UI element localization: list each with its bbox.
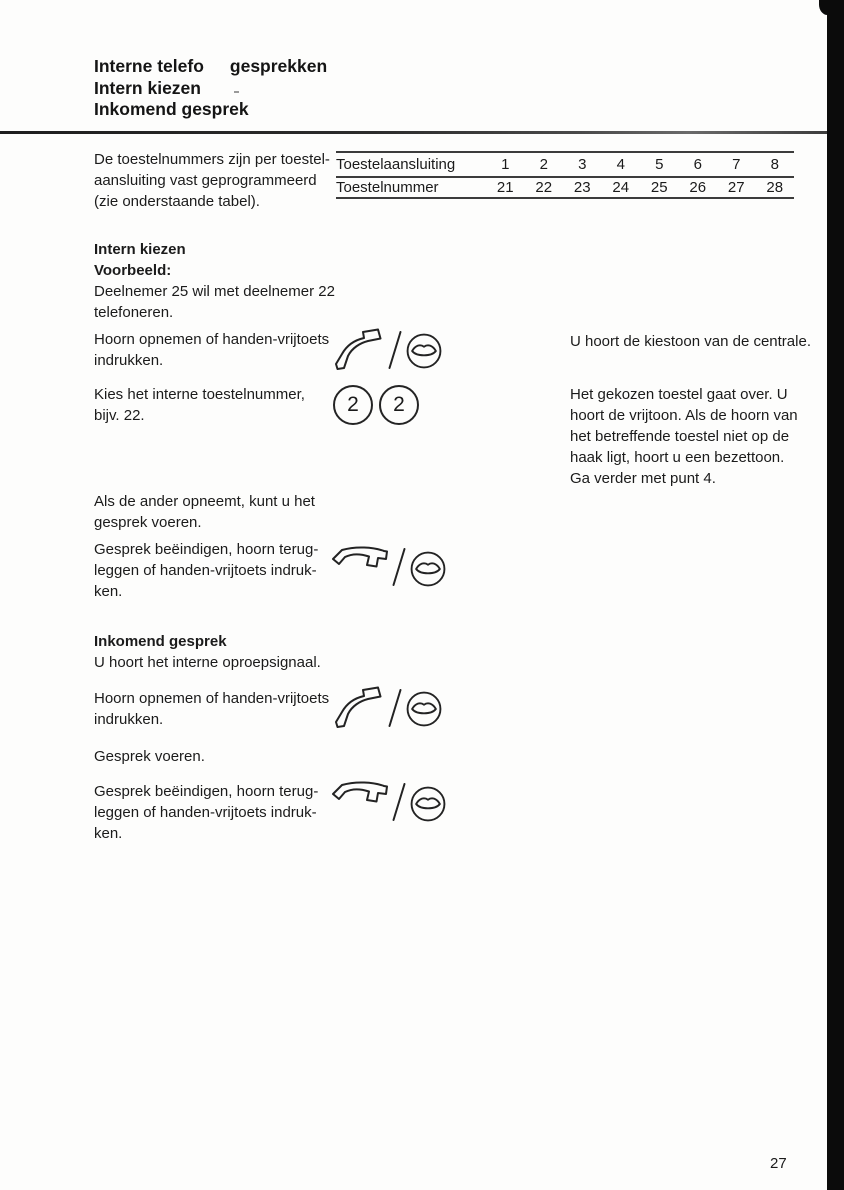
dial-keys	[333, 385, 419, 425]
result-line: Het gekozen toestel gaat over. U	[570, 386, 788, 403]
slash-separator-icon	[392, 782, 406, 822]
section-intro-line: U hoort het interne oproepsignaal.	[94, 654, 321, 671]
scan-edge-strip	[827, 0, 844, 1190]
action-line: Hoorn opnemen of handen-vrijtoets	[94, 331, 330, 348]
action-line: ken.	[94, 825, 123, 842]
scan-artifact-dot	[234, 91, 239, 93]
digit-key-2: 2	[379, 385, 419, 425]
step-result-text	[570, 384, 798, 489]
action-line: Als de ander opneemt, kunt u het	[94, 493, 315, 510]
table-row	[336, 177, 794, 198]
handset-pickup-icon	[333, 686, 385, 728]
extension-table	[336, 150, 794, 202]
step-action-text	[94, 781, 318, 844]
step-action-text	[94, 688, 329, 730]
example-line: telefoneren.	[94, 304, 174, 321]
slash-separator-icon	[388, 330, 402, 370]
table-cell: 6	[693, 156, 702, 173]
result-line: hoort de vrijtoon. Als de hoorn van	[570, 407, 798, 424]
table-cell: 2	[539, 156, 548, 173]
action-line: leggen of handen-vrijtoets indruk-	[94, 804, 317, 821]
table-cell: 5	[655, 156, 664, 173]
step-action-text	[94, 539, 318, 602]
table-cell: 22	[535, 179, 553, 196]
table-cell: 25	[650, 179, 668, 196]
speaker-key-icon	[409, 550, 447, 588]
result-line: het betreffende toestel niet op de	[570, 428, 790, 445]
step-action-text	[94, 746, 205, 767]
title-line-2: Intern kiezen	[94, 77, 201, 98]
table-cell: 8	[770, 156, 779, 173]
slash-separator-icon	[388, 688, 402, 728]
table-row-label: Toestelaansluiting	[336, 156, 456, 173]
table-cell: 26	[689, 179, 707, 196]
step-icon-cluster	[331, 541, 447, 588]
title-part-1: Interne telefo	[94, 56, 204, 76]
step-result-text	[570, 331, 811, 352]
table-row	[336, 154, 794, 175]
table-row-label: Toestelnummer	[336, 179, 439, 196]
table-rule-top	[336, 151, 794, 153]
action-line: Gesprek beëindigen, hoorn terug-	[94, 541, 319, 558]
intro-line: aansluiting vast geprogrammeerd	[94, 172, 317, 189]
table-cell: 24	[612, 179, 630, 196]
title-part-2: gesprekken	[229, 56, 328, 76]
example-line: Deelnemer 25 wil met deelnemer 22	[94, 283, 335, 300]
section-heading: Intern kiezen	[94, 241, 186, 258]
action-line: Gesprek beëindigen, hoorn terug-	[94, 783, 319, 800]
speaker-key-icon	[409, 785, 447, 823]
action-line: leggen of handen-vrijtoets indruk-	[94, 562, 317, 579]
table-cell: 4	[616, 156, 625, 173]
action-line: Hoorn opnemen of handen-vrijtoets	[94, 690, 330, 707]
result-line: U hoort de kiestoon van de centrale.	[570, 333, 811, 350]
action-line: Kies het interne toestelnummer,	[94, 386, 305, 403]
speaker-key-icon	[405, 690, 443, 728]
result-line: Ga verder met punt 4.	[570, 470, 716, 487]
action-line: Gesprek voeren.	[94, 748, 205, 765]
result-line: haak ligt, hoort u een bezettoon.	[570, 449, 785, 466]
step-icon-cluster	[333, 328, 443, 370]
action-line: ken.	[94, 583, 123, 600]
intro-line: (zie onderstaande tabel).	[94, 193, 260, 210]
table-cell: 28	[766, 179, 784, 196]
speaker-key-icon	[405, 332, 443, 370]
table-cell: 21	[496, 179, 514, 196]
page-number: 27	[770, 1155, 787, 1172]
table-cell: 3	[578, 156, 587, 173]
step-icon-cluster	[331, 776, 447, 823]
slash-separator-icon	[392, 547, 406, 587]
table-cell: 7	[732, 156, 741, 173]
section-intern-kiezen-header	[94, 239, 335, 323]
action-line: indrukken.	[94, 352, 164, 369]
section-subheading: Voorbeeld:	[94, 262, 172, 279]
header-divider	[0, 131, 829, 134]
handset-hangup-icon	[331, 781, 389, 807]
step-icon-cluster	[333, 686, 443, 728]
intro-line: De toestelnummers zijn per toestel-	[94, 151, 330, 168]
section-heading: Inkomend gesprek	[94, 633, 227, 650]
action-line: indrukken.	[94, 711, 164, 728]
action-line: gesprek voeren.	[94, 514, 202, 531]
title-line-3: Inkomend gesprek	[94, 99, 249, 119]
step-action-text	[94, 329, 329, 371]
title-line-1	[94, 56, 327, 78]
table-cell: 23	[573, 179, 591, 196]
digit-key-2: 2	[333, 385, 373, 425]
step-action-text	[94, 384, 305, 426]
step-action-text	[94, 491, 315, 533]
handset-pickup-icon	[333, 328, 385, 370]
action-line: bijv. 22.	[94, 407, 145, 424]
handset-hangup-icon	[331, 546, 389, 572]
table-cell: 27	[727, 179, 745, 196]
page-title	[94, 56, 327, 121]
section-inkomend-gesprek-header	[94, 631, 321, 673]
table-cell: 1	[501, 156, 510, 173]
intro-paragraph	[94, 149, 330, 212]
scan-edge-hook	[819, 0, 831, 15]
